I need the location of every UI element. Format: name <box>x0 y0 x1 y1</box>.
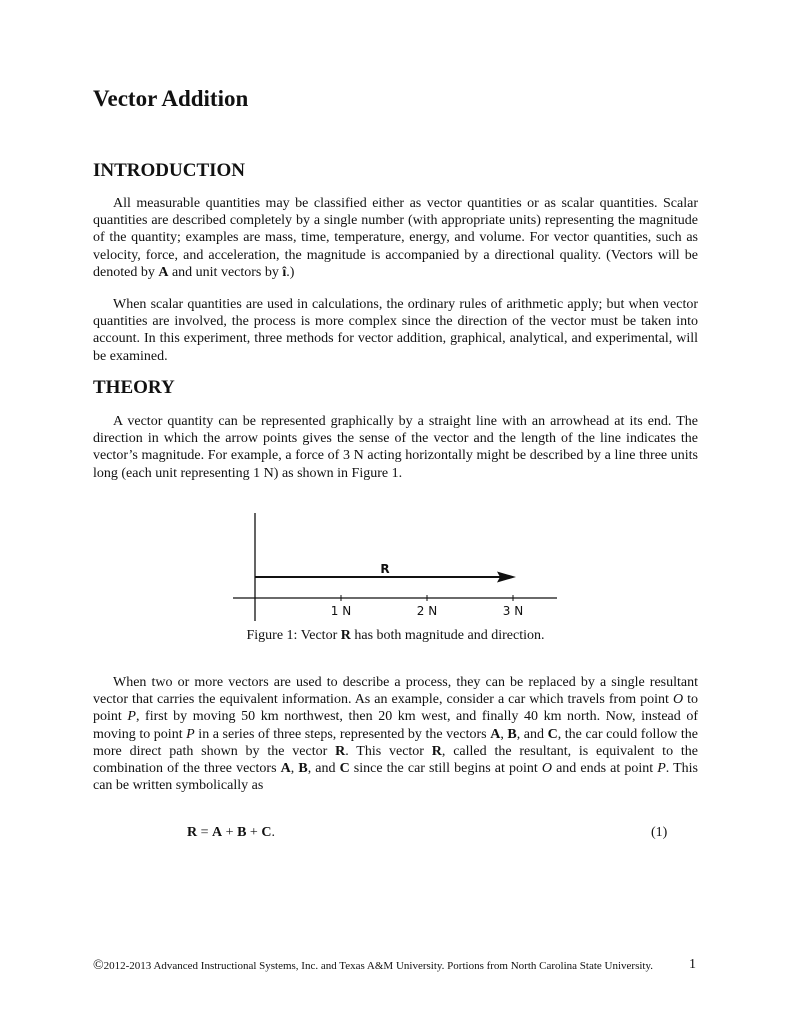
text-run: + <box>222 825 238 840</box>
text-run: , <box>290 761 299 777</box>
intro-paragraph-2 <box>93 296 698 365</box>
document-title: Vector Addition <box>93 86 249 111</box>
text-run: , the car could follow the more direct path shown by the vector <box>93 726 699 759</box>
text-run: All measurable quantities may be classified either as vector quantities or as scalar quantities. Scalar quantities are described completely by a single number (with appropriate units) representing the magnitude of the quantity; examples are mass, time, temperature, energy, and volume. For vector quantities, such as velocity, force, and acceleration, the magnitude is accompanied by a directional quality. (Vectors will be denoted by <box>93 196 698 280</box>
text-run: .) <box>286 264 295 280</box>
theory-paragraph-1 <box>93 413 698 482</box>
italic-symbol: O <box>672 692 684 708</box>
bold-symbol: B <box>507 726 517 742</box>
italic-symbol: O <box>541 761 552 777</box>
section-heading-introduction: INTRODUCTION <box>93 160 246 181</box>
page-number: 1 <box>689 957 696 972</box>
text-run: When scalar quantities are used in calculations, the ordinary rules of arithmetic apply; but when vector quantities are involved, the process is more complex since the direction of the vector must be taken into account. In this experiment, three methods for vector addition, graphical, analytical, and experimental, will be examined. <box>93 297 698 364</box>
italic-symbol: P <box>127 709 136 725</box>
text-run: in a series of three steps, represented by the vectors <box>194 726 491 742</box>
text-run: . This can be written symbolically as <box>93 761 698 794</box>
text-run: When two or more vectors are used to describe a process, they can be replaced by a single resultant vector that carries the equivalent information. As an example, consider a car which travels from point <box>93 675 698 708</box>
text-run: , first by moving 50 km northwest, then 20 km west, and finally 40 km north. Now, instead of moving to point <box>93 709 698 742</box>
text-run: , called the resultant, is equivalent to the combination of the three vectors <box>93 743 698 777</box>
text-run: = <box>197 825 213 840</box>
bold-symbol: C <box>261 825 272 840</box>
bold-symbol: R <box>340 628 351 643</box>
figure-tick-label-2: 2 N <box>416 604 438 618</box>
theory-paragraph-2 <box>93 674 698 794</box>
equation-1 <box>187 825 275 841</box>
text-run: A vector quantity can be represented graphically by a straight line with an arrowhead at its end. The direction in which the arrow points gives the sense of the vector and the length of the line indicates the vector’s magnitude. For example, a force of 3 N acting horizontally might be described by a line three units long (each unit representing 1 N) as shown in Figure 1. <box>93 414 698 481</box>
figure-tick-label-1: 1 N <box>330 604 352 618</box>
bold-symbol: B <box>237 825 247 840</box>
equation-1-number: (1) <box>651 825 668 840</box>
text-run: , and <box>516 726 548 742</box>
italic-symbol: P <box>186 726 195 742</box>
text-run: + <box>246 825 262 840</box>
bold-symbol: R <box>187 825 198 840</box>
text-run: to point <box>93 692 698 725</box>
bold-symbol: A <box>158 264 169 280</box>
text-run: has both magnitude and direction. <box>350 628 545 643</box>
text-run: , <box>500 726 508 742</box>
bold-symbol: î <box>282 264 287 280</box>
intro-paragraph-1 <box>93 195 698 281</box>
text-run: since the car still begins at point <box>349 761 542 777</box>
bold-symbol: A <box>212 825 223 840</box>
bold-symbol: R <box>335 743 346 759</box>
text-run: and ends at point <box>551 761 658 777</box>
italic-symbol: P <box>657 761 666 777</box>
bold-symbol: C <box>547 726 558 742</box>
text-run: and unit vectors by <box>168 264 283 280</box>
text-run: , and <box>307 761 340 777</box>
section-heading-theory: THEORY <box>93 377 175 398</box>
copyright-text: 2012-2013 Advanced Instructional Systems, Inc. and Texas A&M University. Portions from North Carolina State University. <box>103 960 653 972</box>
bold-symbol: A <box>280 761 291 777</box>
bold-symbol: R <box>431 743 442 759</box>
bold-symbol: A <box>490 726 501 742</box>
text-run: . <box>271 825 275 840</box>
figure-tick-label-3: 3 N <box>502 604 524 618</box>
bold-symbol: C <box>339 761 350 777</box>
figure-1-caption <box>93 628 698 644</box>
figure-vector-label: R <box>380 562 390 576</box>
copyright-symbol: © <box>93 958 104 973</box>
text-run: Figure 1: Vector <box>246 628 341 643</box>
footer-copyright <box>93 957 683 975</box>
text-run: . This vector <box>345 743 432 759</box>
figure-1-vector-diagram <box>230 510 560 625</box>
bold-symbol: B <box>298 761 308 777</box>
